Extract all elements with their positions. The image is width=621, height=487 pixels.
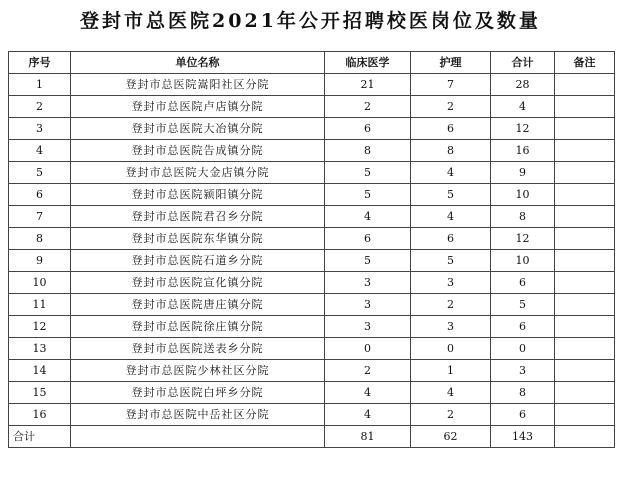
cell-no: 15 [9, 382, 71, 404]
header-row [9, 52, 615, 74]
table-row [9, 404, 615, 426]
cell-clinical: 5 [325, 250, 411, 272]
cell-note [555, 294, 615, 316]
footer-total: 143 [491, 426, 555, 448]
cell-no: 5 [9, 162, 71, 184]
cell-unit: 登封市总医院大金店镇分院 [71, 162, 325, 184]
cell-unit: 登封市总医院少林社区分院 [71, 360, 325, 382]
footer-row [9, 426, 615, 448]
cell-unit: 登封市总医院石道乡分院 [71, 250, 325, 272]
cell-note [555, 316, 615, 338]
table-row [9, 228, 615, 250]
cell-nursing: 5 [411, 184, 491, 206]
cell-unit: 登封市总医院唐庄镇分院 [71, 294, 325, 316]
cell-total: 6 [491, 272, 555, 294]
cell-no: 9 [9, 250, 71, 272]
cell-total: 0 [491, 338, 555, 360]
cell-clinical: 4 [325, 404, 411, 426]
cell-total: 10 [491, 184, 555, 206]
cell-note [555, 360, 615, 382]
cell-clinical: 4 [325, 382, 411, 404]
cell-clinical: 2 [325, 360, 411, 382]
cell-total: 8 [491, 206, 555, 228]
footer-label: 合计 [9, 426, 71, 448]
cell-nursing: 1 [411, 360, 491, 382]
cell-note [555, 74, 615, 96]
header-note: 备注 [555, 52, 615, 74]
cell-no: 6 [9, 184, 71, 206]
table-row [9, 316, 615, 338]
cell-unit: 登封市总医院卢店镇分院 [71, 96, 325, 118]
header-unit: 单位名称 [71, 52, 325, 74]
cell-note [555, 404, 615, 426]
cell-total: 28 [491, 74, 555, 96]
cell-clinical: 4 [325, 206, 411, 228]
table-row [9, 382, 615, 404]
cell-no: 10 [9, 272, 71, 294]
cell-total: 6 [491, 316, 555, 338]
cell-no: 14 [9, 360, 71, 382]
cell-note [555, 382, 615, 404]
cell-total: 3 [491, 360, 555, 382]
cell-nursing: 2 [411, 96, 491, 118]
table-row [9, 338, 615, 360]
cell-clinical: 3 [325, 316, 411, 338]
cell-total: 9 [491, 162, 555, 184]
table-row [9, 118, 615, 140]
cell-nursing: 8 [411, 140, 491, 162]
table-row [9, 250, 615, 272]
footer-note [555, 426, 615, 448]
table-row [9, 74, 615, 96]
footer-unit [71, 426, 325, 448]
cell-nursing: 2 [411, 404, 491, 426]
cell-clinical: 6 [325, 228, 411, 250]
cell-unit: 登封市总医院东华镇分院 [71, 228, 325, 250]
cell-no: 3 [9, 118, 71, 140]
cell-clinical: 21 [325, 74, 411, 96]
table-row [9, 140, 615, 162]
cell-no: 2 [9, 96, 71, 118]
cell-unit: 登封市总医院君召乡分院 [71, 206, 325, 228]
cell-clinical: 3 [325, 294, 411, 316]
cell-unit: 登封市总医院颍阳镇分院 [71, 184, 325, 206]
cell-nursing: 2 [411, 294, 491, 316]
cell-clinical: 0 [325, 338, 411, 360]
cell-note [555, 162, 615, 184]
table-row [9, 206, 615, 228]
cell-note [555, 140, 615, 162]
cell-total: 12 [491, 118, 555, 140]
footer-clinical: 81 [325, 426, 411, 448]
cell-no: 16 [9, 404, 71, 426]
cell-unit: 登封市总医院告成镇分院 [71, 140, 325, 162]
table-row [9, 272, 615, 294]
cell-nursing: 0 [411, 338, 491, 360]
table-row [9, 294, 615, 316]
cell-nursing: 3 [411, 272, 491, 294]
table-row [9, 360, 615, 382]
cell-no: 4 [9, 140, 71, 162]
cell-clinical: 5 [325, 162, 411, 184]
table-row [9, 184, 615, 206]
table-row [9, 96, 615, 118]
cell-clinical: 2 [325, 96, 411, 118]
cell-clinical: 6 [325, 118, 411, 140]
header-total: 合计 [491, 52, 555, 74]
cell-nursing: 6 [411, 228, 491, 250]
cell-no: 7 [9, 206, 71, 228]
cell-note [555, 338, 615, 360]
cell-nursing: 4 [411, 206, 491, 228]
cell-unit: 登封市总医院中岳社区分院 [71, 404, 325, 426]
cell-nursing: 5 [411, 250, 491, 272]
cell-nursing: 6 [411, 118, 491, 140]
cell-nursing: 4 [411, 382, 491, 404]
cell-nursing: 7 [411, 74, 491, 96]
cell-total: 16 [491, 140, 555, 162]
cell-unit: 登封市总医院送表乡分院 [71, 338, 325, 360]
cell-unit: 登封市总医院大冶镇分院 [71, 118, 325, 140]
positions-table [8, 51, 615, 448]
cell-note [555, 206, 615, 228]
header-clinical: 临床医学 [325, 52, 411, 74]
footer-nursing: 62 [411, 426, 491, 448]
cell-clinical: 8 [325, 140, 411, 162]
cell-nursing: 3 [411, 316, 491, 338]
cell-note [555, 272, 615, 294]
cell-note [555, 228, 615, 250]
cell-no: 13 [9, 338, 71, 360]
cell-no: 12 [9, 316, 71, 338]
cell-no: 1 [9, 74, 71, 96]
cell-clinical: 5 [325, 184, 411, 206]
cell-total: 10 [491, 250, 555, 272]
header-no: 序号 [9, 52, 71, 74]
cell-note [555, 118, 615, 140]
cell-note [555, 250, 615, 272]
cell-total: 5 [491, 294, 555, 316]
header-nursing: 护理 [411, 52, 491, 74]
cell-unit: 登封市总医院徐庄镇分院 [71, 316, 325, 338]
cell-total: 12 [491, 228, 555, 250]
cell-unit: 登封市总医院宣化镇分院 [71, 272, 325, 294]
table-row [9, 162, 615, 184]
cell-clinical: 3 [325, 272, 411, 294]
page-title: 登封市总医院2021年公开招聘校医岗位及数量 [80, 10, 541, 32]
cell-total: 6 [491, 404, 555, 426]
cell-no: 8 [9, 228, 71, 250]
cell-nursing: 4 [411, 162, 491, 184]
cell-unit: 登封市总医院嵩阳社区分院 [71, 74, 325, 96]
cell-total: 4 [491, 96, 555, 118]
cell-unit: 登封市总医院白坪乡分院 [71, 382, 325, 404]
cell-note [555, 184, 615, 206]
cell-note [555, 96, 615, 118]
cell-total: 8 [491, 382, 555, 404]
cell-no: 11 [9, 294, 71, 316]
